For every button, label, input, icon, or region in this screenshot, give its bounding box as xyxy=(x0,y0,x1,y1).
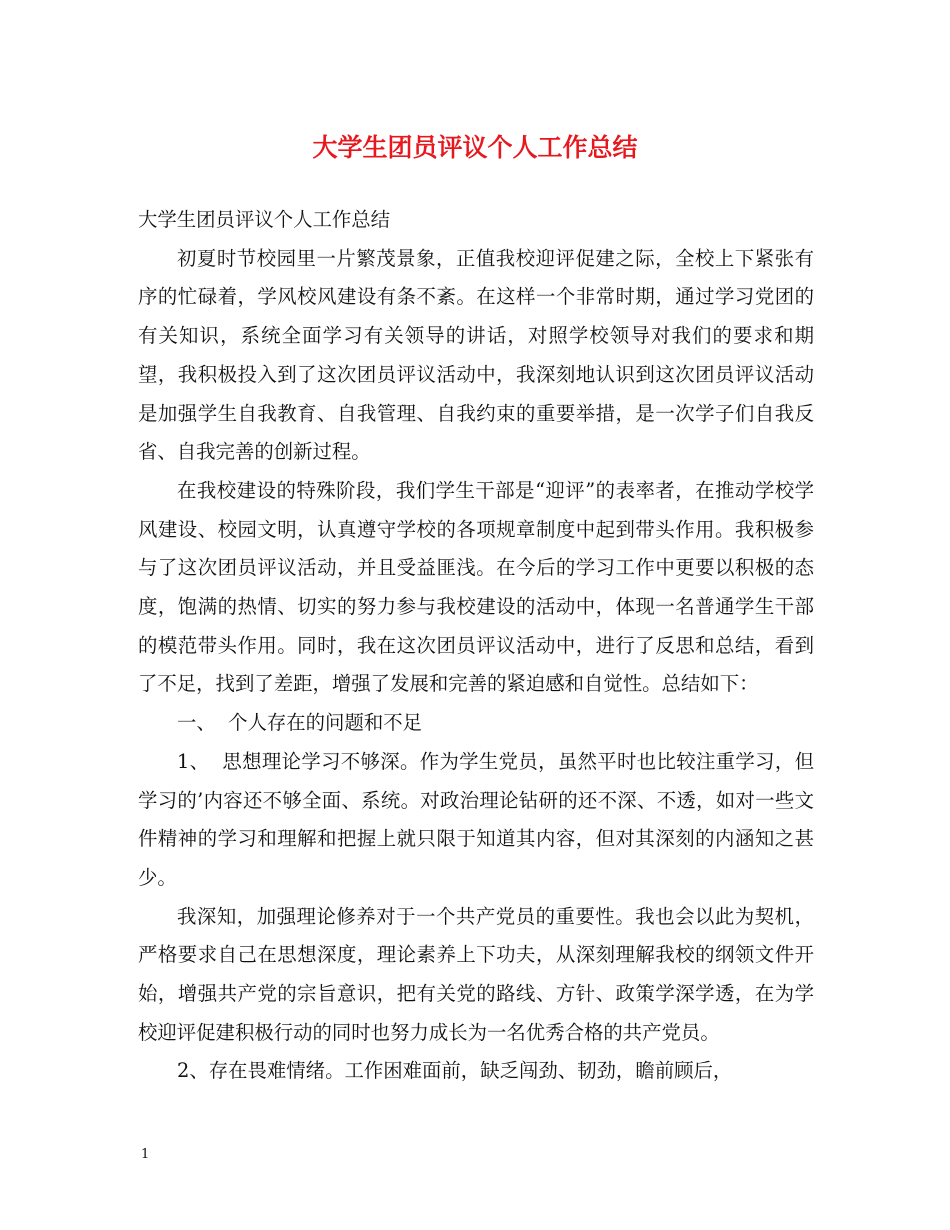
paragraph-item-2: 2、存在畏难情绪。工作困难面前，缺乏闯劲、韧劲，瞻前顾后， xyxy=(177,1059,733,1083)
paragraph-reflection: 我深知，加强理论修养对于一个共产党员的重要性。我也会以此为契机，严格要求自己在思想深度，理论素养上下功夫，从深刻理解我校的纲领文件开始，增强共产党的宗旨意识，把有关党的路线、方针、政策学深学透，在为学校迎评促建积极行动的同时也努力成长为一名优秀合格的共产党员。 xyxy=(138,904,814,1044)
paragraph-intro: 初夏时节校园里一片繁茂景象，正值我校迎评促建之际，全校上下紧张有序的忙碌着，学风校风建设有条不紊。在这样一个非常时期，通过学习党团的有关知识，系统全面学习有关领导的讲话，对照学校领导对我们的要求和期望，我积极投入到了这次团员评议活动中，我深刻地认识到这次团员评议活动是加强学生自我教育、自我管理、自我约束的重要举措，是一次学子们自我反省、自我完善的创新过程。 xyxy=(138,246,814,464)
body-heading: 大学生团员评议个人工作总结 xyxy=(138,208,391,231)
paragraph-item-1: 1、 思想理论学习不够深。作为学生党员，虽然平时也比较注重学习，但学习的’内容还不够全面、系统。对政治理论钻研的还不深、不透，如对一些文件精神的学习和理解和把握上就只限于知道其内容，但对其深刻的内涵知之甚少。 xyxy=(138,749,814,889)
document-body xyxy=(138,201,814,1091)
paragraph-role: 在我校建设的特殊阶段，我们学生干部是“迎评”的表率者，在推动学校学风建设、校园文明，认真遵守学校的各项规章制度中起到带头作用。我积极参与了这次团员评议活动，并且受益匪浅。在今后的学习工作中更要以积极的态度，饱满的热情、切实的努力参与我校建设的活动中，体现一名普通学生干部的模范带头作用。同时，我在这次团员评议活动中，进行了反思和总结，看到了不足，找到了差距，增强了发展和完善的紧迫感和自觉性。总结如下： xyxy=(138,478,814,696)
section-heading-problems: 一、 个人存在的问题和不足 xyxy=(177,711,423,735)
document-title: 大学生团员评议个人工作总结 xyxy=(312,133,638,162)
page-number: 1 xyxy=(141,1147,150,1162)
